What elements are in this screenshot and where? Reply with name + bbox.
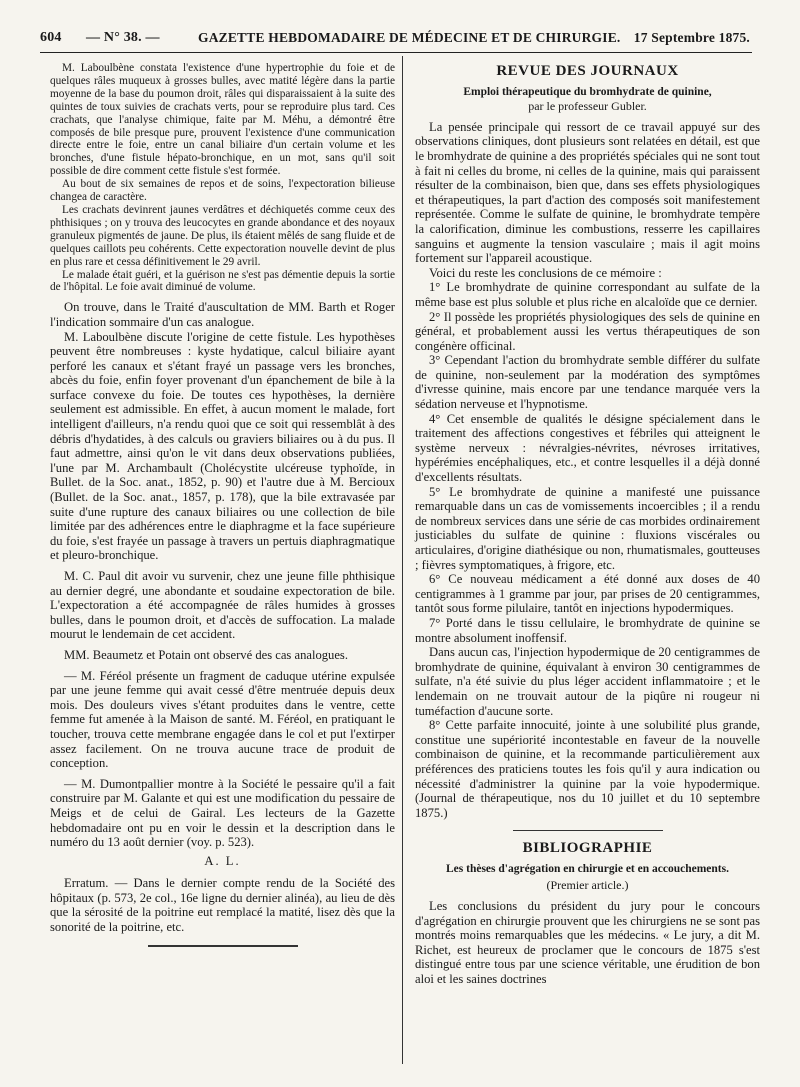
- paragraph: Le malade était guéri, et la guérison ne s'est pas démentie depuis la sortie de l'hôpital. Le foie avait diminué de volume.: [50, 268, 395, 294]
- paragraph: M. Laboulbène constata l'existence d'une hypertrophie du foie et de quelques râles muqueux à grosses bulles, avec matité légère dans la partie moyenne de la base du poumon droit, râles qui disparaissaient à la suite des quintes de toux suivies de crachats verts, pour se reproduire plus tard. Ces crachats, que l'analyse chimique, faite par M. Méhu, a démontré être composés de bile presque pure, prouvent l'existence d'une communication directe entre le foie, entre un canal biliaire d'un certain volume et les bronches, d'une fistule hépato-bronchique, en un mot, sans qu'il soit possible de dire comment cette fistule s'est formée.: [50, 62, 395, 178]
- section-separator: [148, 945, 298, 947]
- column-divider: [402, 56, 403, 1064]
- section-title-bibliographie: BIBLIOGRAPHIE: [522, 840, 653, 857]
- conclusion-item: Dans aucun cas, l'injection hypodermique de 20 centigrammes de bromhydrate de quinine, équivalant à environ 30 centigrammes de sulfate, n'a été suivie du plus léger accident inflammatoire ; et le lendemain on ne trouvait autour de la piqûre ni rougeur ni tuméfaction d'aucune sorte.: [415, 645, 760, 718]
- right-column: [415, 62, 760, 987]
- paragraph: MM. Beaumetz et Potain ont observé des cas analogues.: [64, 647, 348, 662]
- erratum: Erratum. — Dans le dernier compte rendu de la Société des hôpitaux (p. 573, 2e col., 16e ligne du dernier alinéa), au lieu de dès que la sérosité de la poitrine eut remplacé la matité, lisez dès que la sonorité de la poitrine, etc.: [50, 876, 395, 935]
- article-title: Emploi thérapeutique du bromhydrate de quinine,: [463, 85, 712, 98]
- issue-date: 17 Septembre 1875.: [633, 30, 750, 45]
- biblio-article-title: Les thèses d'agrégation en chirurgie et en accouchements.: [446, 862, 729, 875]
- paragraph: Voici du reste les conclusions de ce mémoire :: [429, 265, 662, 280]
- section-separator: [513, 830, 663, 831]
- conclusion-item: 6° Ce nouveau médicament a été donné aux doses de 40 centigrammes à 1 gramme par jour, par prises de 20 centigrammes, tantôt sous forme pilulaire, tantôt en injections hypodermiques.: [415, 572, 760, 616]
- paragraph: Les conclusions du président du jury pour le concours d'agrégation en chirurgie prouvent que les chirurgiens ne se sont pas montrés moins remarquables que les médecins. « Le jury, a dit M. Richet, est heureux de proclamer que le concours de 1875 s'est distingué entre tous par une science véritable, une érudition de bon aloi et les saines doctrines: [415, 899, 760, 987]
- signature: A. L.: [204, 853, 241, 868]
- paragraph: — M. Dumontpallier montre à la Société le pessaire qu'il a fait construire par M. Galante et qui est une modification du pessaire de Meigs et de celui de Gairal. Les lecteurs de la Gazette hebdomadaire ont pu en voir le dessin et la description dans le numéro du 13 août dernier (voy. p. 523).: [50, 776, 395, 850]
- page-number: 604: [40, 30, 62, 45]
- issue-number: — N° 38. —: [86, 30, 160, 45]
- conclusion-item: 8° Cette parfaite innocuité, jointe à une solubilité plus grande, constitue une supériorité incontestable en faveur de la nouvelle combinaison de quinine, et la recommande particulièrement aux préférences des praticiens toutes les fois qu'il y aura indication ou nécessité d'administrer la quinine par la voie hypodermique. (Journal de thérapeutique, nos du 10 juillet et du 10 septembre 1875.): [415, 718, 760, 820]
- conclusion-item: 4° Cet ensemble de qualités le désigne spécialement dans le traitement des affections congestives et fébriles qui atteignent le système nerveux : névralgies-névrites, névroses irritatives, hypérémies encéphaliques, etc., et contre lesquelles il a déjà donné d'excellents résultats.: [415, 411, 760, 485]
- section-title-revue: REVUE DES JOURNAUX: [496, 63, 679, 79]
- paragraph: Les crachats devinrent jaunes verdâtres et déchiquetés comme ceux des phthisiques ; on y trouva des leucocytes en grande abondance et des noyaux granuleux pigmentés de jaune. De plus, ils étaient mêlés de sang fluide et de quelques caillots peu cohérents. Cette expectoration nouvelle devint de plus en plus rare et cessa définitivement le 29 avril.: [50, 203, 395, 268]
- conclusion-item: 7° Porté dans le tissu cellulaire, le bromhydrate de quinine se montre absolument inoffensif.: [415, 615, 760, 645]
- conclusion-item: 2° Il possède les propriétés physiologiques des sels de quinine en général, et probablement aussi les vertus thérapeutiques de son congénère officinal.: [415, 309, 760, 353]
- header-rule: [40, 52, 752, 53]
- case-report-block: [50, 62, 395, 294]
- article-author: par le professeur Gubler.: [528, 99, 647, 114]
- paragraph: — M. Féréol présente un fragment de caduque utérine expulsée par une jeune femme qui avait cessé d'être mentruée depuis deux mois. Des douleurs vives s'étant produites dans le ventre, cette femme fut amenée à la Maison de santé. M. Féréol, en pratiquant le toucher, trouva cette membrane engagée dans le col et put l'extirper assez facilement. On ne trouva aucune trace de produit de conception.: [50, 668, 395, 771]
- running-header: [40, 30, 750, 50]
- left-column: [50, 62, 395, 957]
- conclusion-item: 5° Le bromhydrate de quinine a manifesté une puissance remarquable dans un cas de vomissements incoercibles ; il a rendu de nombreux services dans une série de cas morbides ordinairement justiciables du sulfate de quinine : fluxions viscérales ou articulaires, d'origine diathésique ou non, rhumatismales, goutteuses ; fièvres symptomatiques, à frigore, etc.: [415, 484, 760, 572]
- paragraph: M. C. Paul dit avoir vu survenir, chez une jeune fille phthisique au dernier degré, une abondante et soudaine expectoration de bile. L'expectoration a été accompagnée de râles humides à grosses bulles, dans le poumon droit, et d'accès de suffocation. La malade mourut le lendemain de cet accident.: [50, 569, 395, 642]
- paragraph: La pensée principale qui ressort de ce travail appuyé sur des observations cliniques, dont plusieurs sont relatées en détail, est que le bromhydrate de quinine a des propriétés spéciales qui ne sont tout à fait ni celles du brome, ni celles de la quinine, mais qui paraissent résulter de la combinaison, bien que, dans ses effets physiologiques et thérapeutiques, la part d'action des composés soit manifestement représentée. Comme le sulfate de quinine, le bromhydrate tempère la calorification, diminue les combustions, resserre les capillaires sanguins et augmente la tension vasculaire ; mais il agit moins fortement sur l'appareil acoustique.: [415, 119, 760, 266]
- conclusion-item: 3° Cependant l'action du bromhydrate semble différer du sulfate de quinine, non-seulement par la modération des symptômes d'ivresse quinine, mais encore par une tendance marquée vers la sédation nerveuse et l'hypnotisme.: [415, 353, 760, 412]
- biblio-subtitle: (Premier article.): [546, 878, 629, 893]
- paragraph: M. Laboulbène discute l'origine de cette fistule. Les hypothèses peuvent être nombreuses : kyste hydatique, calcul biliaire ayant perforé les canaux et s'étant frayé un passage vers les bronches, abcès du foie, enfin foyer provenant d'un épanchement de bile à la surface convexe du foie. De toutes ces hypothèses, la dernière seulement est admissible. En effet, à aucun moment le malade, fort intelligent d'ailleurs, n'a rendu quoi que ce soit qui ressemblât à des débris d'hydatides, à des calculs ou graviers biliaires ou à du pus. Il faut admettre, ainsi qu'on le vit dans deux observations publiées, l'une par M. Archambault (Cholécystite ulcéreuse typhoïde, in Bullet. de la Soc. anat., 1852, p. 90) et l'autre due à M. Bercioux (Bullet. de la Soc. anat., 1857, p. 178), que la bile extravasée par suite d'une rupture des canaux biliaires ou une collection de bile limitée par des adhérences entre le diaphragme et la face supérieure du foie, s'est frayée un passage à travers un pertuis diaphragmatique et pleuro-bronchique.: [50, 329, 395, 563]
- paragraph: Au bout de six semaines de repos et de soins, l'expectoration bilieuse changea de caractère.: [50, 178, 395, 204]
- conclusion-item: 1° Le bromhydrate de quinine correspondant au sulfate de la même base est plus soluble et plus riche en alcaloïde que ce dernier.: [415, 280, 760, 309]
- journal-title: GAZETTE HEBDOMADAIRE DE MÉDECINE ET DE CHIRURGIE.: [198, 30, 621, 45]
- paragraph: On trouve, dans le Traité d'auscultation de MM. Barth et Roger l'indication sommaire d'un cas analogue.: [50, 300, 395, 329]
